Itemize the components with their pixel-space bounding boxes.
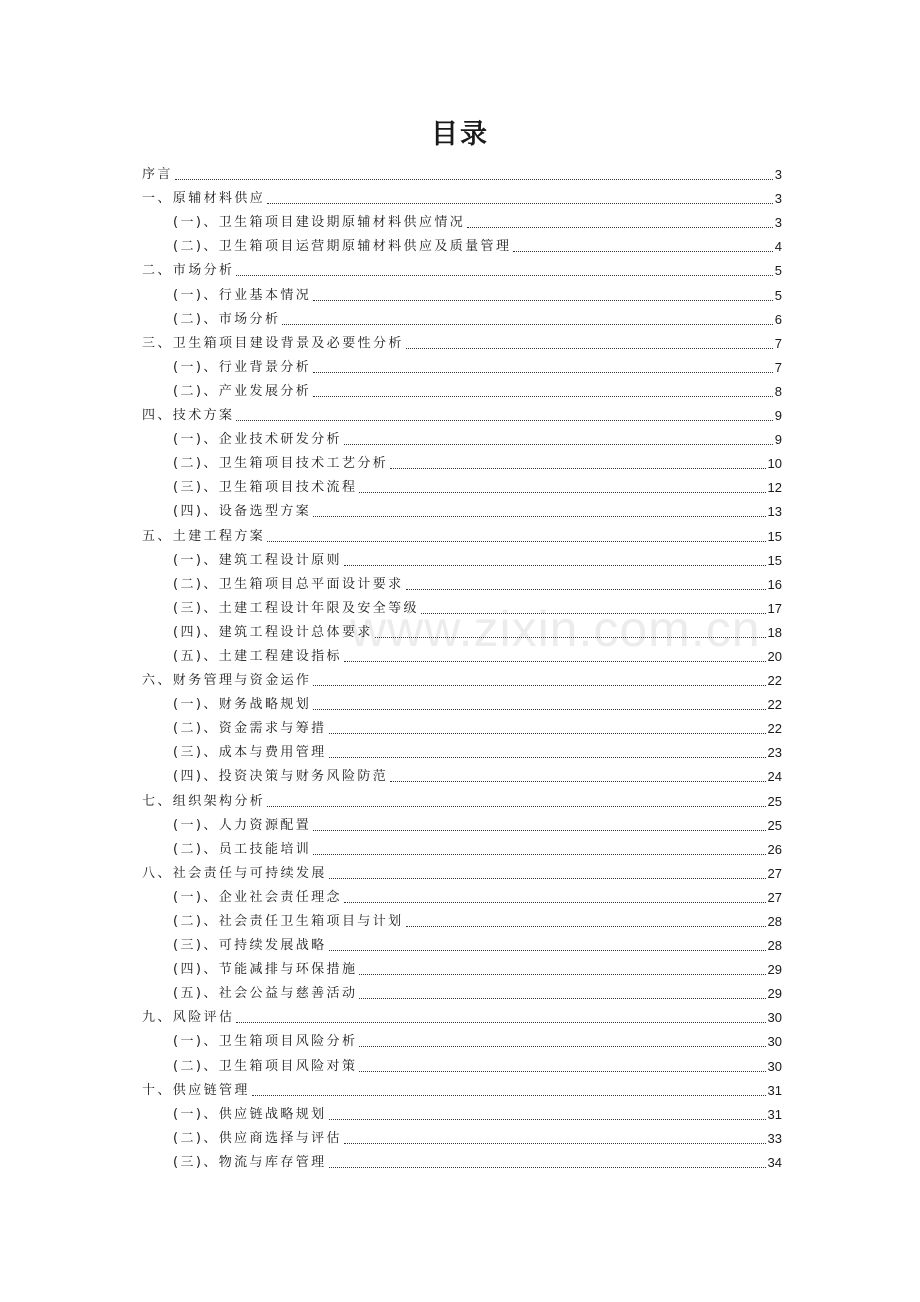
toc-entry-page-number: 3: [774, 191, 782, 207]
toc-entry-label: (一)、财务战略规划: [173, 697, 312, 713]
toc-dot-leader: [390, 468, 765, 469]
toc-entry-page-number: 23: [767, 745, 782, 761]
toc-entry-page-number: 4: [774, 239, 782, 255]
toc-entry-label: (二)、产业发展分析: [173, 383, 312, 399]
toc-dot-leader: [267, 806, 765, 807]
toc-entry-label: (二)、卫生箱项目总平面设计要求: [173, 576, 404, 592]
toc-dot-leader: [313, 709, 765, 710]
toc-entry-label: (一)、卫生箱项目风险分析: [173, 1034, 358, 1050]
toc-entry-page-number: 30: [767, 1058, 782, 1074]
toc-entry-page-number: 22: [767, 673, 782, 689]
toc-entry[interactable]: [142, 401, 782, 425]
toc-dot-leader: [359, 1071, 765, 1072]
toc-entry[interactable]: [142, 473, 782, 497]
toc-entry-page-number: 9: [774, 408, 782, 424]
toc-entry[interactable]: [142, 256, 782, 280]
toc-dot-leader: [313, 854, 765, 855]
toc-entry[interactable]: [142, 955, 782, 979]
toc-entry-page-number: 29: [767, 962, 782, 978]
toc-dot-leader: [282, 324, 772, 325]
toc-entry-label: (二)、社会责任卫生箱项目与计划: [173, 914, 404, 929]
toc-entry-page-number: 27: [767, 889, 782, 905]
toc-entry-page-number: 16: [767, 576, 782, 592]
toc-dot-leader: [267, 203, 773, 204]
toc-entry-label: (三)、土建工程设计年限及安全等级: [173, 600, 419, 616]
toc-entry-page-number: 17: [767, 600, 782, 616]
toc-entry[interactable]: [142, 377, 782, 401]
toc-entry-page-number: 33: [767, 1130, 782, 1146]
toc-entry[interactable]: [142, 1076, 782, 1100]
toc-dot-leader: [236, 275, 772, 276]
toc-entry-label: 二、市场分析: [142, 263, 235, 279]
toc-dot-leader: [406, 589, 766, 590]
toc-entry[interactable]: [142, 738, 782, 762]
toc-dot-leader: [344, 1143, 766, 1144]
toc-entry-label: (一)、卫生箱项目建设期原辅材料供应情况: [173, 215, 466, 231]
toc-entry-page-number: 7: [774, 359, 782, 375]
toc-entry[interactable]: [142, 160, 782, 184]
toc-entry-page-number: 27: [767, 865, 782, 881]
toc-entry-page-number: 20: [767, 648, 782, 664]
toc-entry-label: (一)、企业社会责任理念: [173, 889, 342, 905]
toc-entry-page-number: 13: [767, 504, 782, 520]
toc-entry-page-number: 28: [767, 914, 782, 929]
toc-entry[interactable]: [142, 618, 782, 642]
toc-entry-label: (二)、资金需求与筹措: [173, 721, 327, 737]
toc-entry-label: (一)、行业基本情况: [173, 287, 312, 303]
toc-dot-leader: [175, 179, 773, 180]
toc-entry-page-number: 5: [774, 287, 782, 303]
toc-entry-label: (二)、卫生箱项目运营期原辅材料供应及质量管理: [173, 239, 512, 255]
toc-dot-leader: [359, 492, 765, 493]
toc-entry-label: (一)、人力资源配置: [173, 817, 312, 833]
toc-entry-page-number: 5: [774, 263, 782, 279]
toc-entry[interactable]: [142, 208, 782, 232]
toc-dot-leader: [236, 420, 772, 421]
toc-entry-page-number: 22: [767, 721, 782, 737]
toc-dot-leader: [313, 516, 765, 517]
toc-entry-page-number: 25: [767, 817, 782, 833]
toc-dot-leader: [375, 637, 766, 638]
toc-dot-leader: [236, 1022, 765, 1023]
toc-entry[interactable]: [142, 546, 782, 570]
toc-entry[interactable]: [142, 907, 782, 931]
toc-entry-label: (五)、土建工程建设指标: [173, 648, 342, 664]
toc-dot-leader: [421, 613, 766, 614]
toc-entry-label: 四、技术方案: [142, 408, 235, 424]
toc-entry[interactable]: [142, 1051, 782, 1075]
toc-entry-label: (三)、卫生箱项目技术流程: [173, 480, 358, 496]
toc-dot-leader: [313, 830, 765, 831]
toc-entry-page-number: 28: [767, 938, 782, 954]
toc-entry[interactable]: [142, 497, 782, 521]
toc-entry[interactable]: [142, 714, 782, 738]
toc-entry-label: (四)、投资决策与财务风险防范: [173, 769, 389, 785]
toc-dot-leader: [329, 733, 766, 734]
toc-entry-page-number: 10: [767, 456, 782, 472]
toc-dot-leader: [359, 974, 765, 975]
toc-entry-label: (三)、物流与库存管理: [173, 1154, 327, 1170]
toc-entry-page-number: 3: [774, 167, 782, 183]
toc-entry-page-number: 31: [767, 1106, 782, 1122]
toc-entry-label: (一)、企业技术研发分析: [173, 432, 342, 448]
toc-entry-label: 七、组织架构分析: [142, 793, 266, 809]
toc-dot-leader: [406, 926, 766, 927]
toc-dot-leader: [329, 950, 766, 951]
toc-dot-leader: [313, 372, 773, 373]
toc-entry-label: (二)、市场分析: [173, 311, 281, 327]
toc-entry-label: (四)、建筑工程设计总体要求: [173, 624, 373, 640]
toc-dot-leader: [313, 396, 773, 397]
toc-dot-leader: [267, 541, 765, 542]
toc-entry[interactable]: [142, 594, 782, 618]
toc-entry[interactable]: [142, 329, 782, 353]
toc-dot-leader: [344, 661, 766, 662]
toc-entry[interactable]: [142, 859, 782, 883]
toc-entry-label: 一、原辅材料供应: [142, 191, 266, 207]
toc-entry-label: 六、财务管理与资金运作: [142, 673, 312, 689]
toc-dot-leader: [344, 565, 766, 566]
toc-entry-label: (二)、卫生箱项目风险对策: [173, 1058, 358, 1074]
toc-entry-label: 十、供应链管理: [142, 1082, 250, 1098]
toc-entry-page-number: 31: [767, 1082, 782, 1098]
toc-entry[interactable]: [142, 835, 782, 859]
toc-entry[interactable]: [142, 1100, 782, 1124]
toc-entry[interactable]: [142, 762, 782, 786]
toc-entry-page-number: 12: [767, 480, 782, 496]
toc-entry-label: (二)、卫生箱项目技术工艺分析: [173, 456, 389, 472]
toc-entry-page-number: 15: [767, 552, 782, 568]
toc-entry[interactable]: [142, 232, 782, 256]
toc-dot-leader: [406, 348, 773, 349]
toc-title: 目录: [431, 119, 489, 150]
toc-entry-label: 三、卫生箱项目建设背景及必要性分析: [142, 335, 404, 351]
toc-entry-page-number: 26: [767, 841, 782, 857]
toc-entry-label: 五、土建工程方案: [142, 528, 266, 544]
toc-entry[interactable]: [142, 449, 782, 473]
toc-dot-leader: [513, 251, 772, 252]
toc-entry-label: (二)、员工技能培训: [173, 841, 312, 857]
toc-entry-page-number: 30: [767, 1010, 782, 1026]
toc-entry-page-number: 22: [767, 697, 782, 713]
toc-entry-page-number: 30: [767, 1034, 782, 1050]
toc-dot-leader: [329, 878, 766, 879]
toc-entry-label: (四)、设备选型方案: [173, 504, 312, 520]
toc-entry-page-number: 34: [767, 1154, 782, 1170]
toc-entry-label: (三)、成本与费用管理: [173, 745, 327, 761]
toc-dot-leader: [313, 300, 773, 301]
toc-entry-label: 八、社会责任与可持续发展: [142, 865, 327, 881]
toc-entry[interactable]: [142, 521, 782, 545]
toc-entry[interactable]: [142, 353, 782, 377]
toc-entry[interactable]: [142, 883, 782, 907]
toc-dot-leader: [329, 1119, 766, 1120]
toc-entry-label: 序言: [142, 167, 173, 183]
toc-entry[interactable]: [142, 280, 782, 304]
toc-entry-page-number: 25: [767, 793, 782, 809]
toc-dot-leader: [344, 902, 766, 903]
toc-entry[interactable]: [142, 642, 782, 666]
toc-entry-label: (五)、社会公益与慈善活动: [173, 986, 358, 1002]
toc-entry-page-number: 8: [774, 383, 782, 399]
toc-entry[interactable]: [142, 305, 782, 329]
toc-entry[interactable]: [142, 979, 782, 1003]
toc-entry-page-number: 15: [767, 528, 782, 544]
toc-dot-leader: [390, 781, 765, 782]
toc-dot-leader: [329, 757, 766, 758]
watermark: www.zixin.com.cn: [350, 601, 761, 657]
toc-dot-leader: [252, 1095, 766, 1096]
toc-entry-page-number: 24: [767, 769, 782, 785]
toc-entry-label: (一)、供应链战略规划: [173, 1106, 327, 1122]
table-of-contents: [142, 160, 782, 1172]
toc-entry-page-number: 9: [774, 432, 782, 448]
toc-entry-page-number: 29: [767, 986, 782, 1002]
toc-entry[interactable]: [142, 425, 782, 449]
toc-entry[interactable]: [142, 1003, 782, 1027]
toc-dot-leader: [344, 444, 773, 445]
toc-entry[interactable]: [142, 811, 782, 835]
toc-entry[interactable]: [142, 666, 782, 690]
toc-entry-page-number: 3: [774, 215, 782, 231]
toc-entry[interactable]: [142, 1027, 782, 1051]
toc-entry[interactable]: [142, 931, 782, 955]
toc-entry-page-number: 18: [767, 624, 782, 640]
toc-entry[interactable]: [142, 786, 782, 810]
toc-entry-label: (一)、行业背景分析: [173, 359, 312, 375]
toc-dot-leader: [467, 227, 773, 228]
toc-entry-label: (四)、节能减排与环保措施: [173, 962, 358, 978]
toc-entry-label: (二)、供应商选择与评估: [173, 1130, 342, 1146]
toc-entry[interactable]: [142, 184, 782, 208]
toc-dot-leader: [313, 685, 765, 686]
toc-entry[interactable]: [142, 1148, 782, 1172]
toc-entry-label: (三)、可持续发展战略: [173, 938, 327, 954]
toc-entry-page-number: 6: [774, 311, 782, 327]
toc-entry[interactable]: [142, 1124, 782, 1148]
toc-entry-label: (一)、建筑工程设计原则: [173, 552, 342, 568]
toc-entry[interactable]: [142, 690, 782, 714]
toc-dot-leader: [359, 1046, 765, 1047]
toc-entry[interactable]: [142, 570, 782, 594]
toc-entry-page-number: 7: [774, 335, 782, 351]
toc-dot-leader: [359, 998, 765, 999]
toc-dot-leader: [329, 1167, 766, 1168]
toc-entry-label: 九、风险评估: [142, 1010, 235, 1026]
